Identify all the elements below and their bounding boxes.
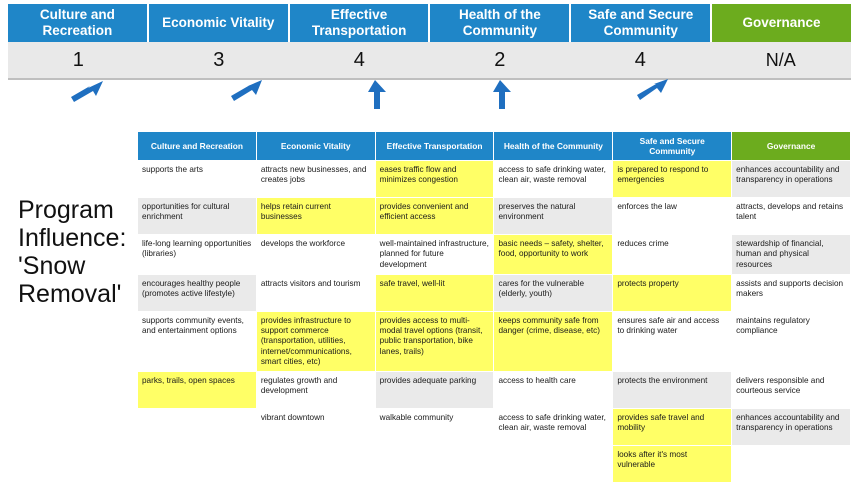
score-effective-transportation: 4 (353, 48, 365, 71)
matrix-row (138, 446, 851, 483)
matrix-cell (138, 446, 257, 483)
score-culture-and-recreation: 1 (72, 48, 84, 71)
matrix-cell: well-maintained infrastructure, planned for future development (375, 235, 494, 275)
matrix-cell (138, 409, 257, 446)
matrix-header-health-of-the-community: Health of the Community (494, 132, 613, 161)
program-influence-caption: Program Influence: 'Snow Removal' (18, 196, 127, 308)
top-header-band (8, 4, 851, 42)
matrix-cell: develops the workforce (256, 235, 375, 275)
matrix-cell: basic needs – safety, shelter, food, opportunity to work (494, 235, 613, 275)
matrix-cell: vibrant downtown (256, 409, 375, 446)
matrix-cell: encourages healthy people (promotes active lifestyle) (138, 274, 257, 311)
matrix-header-governance: Governance (732, 132, 851, 161)
matrix-cell: protects the environment (613, 372, 732, 409)
matrix-cell: preserves the natural environment (494, 198, 613, 235)
matrix-header-effective-transportation: Effective Transportation (375, 132, 494, 161)
matrix-cell: eases traffic flow and minimizes congestion (375, 161, 494, 198)
top-header-label: Health of the Community (459, 7, 541, 38)
arrow-up-left-icon-2 (231, 80, 262, 101)
matrix-row (138, 311, 851, 371)
top-header-health-of-the-community (430, 4, 571, 42)
arrow-up-left-icon-1 (71, 81, 103, 102)
matrix-cell: life-long learning opportunities (libraries) (138, 235, 257, 275)
matrix-cell (256, 446, 375, 483)
matrix-cell: safe travel, well-lit (375, 274, 494, 311)
matrix-row (138, 161, 851, 198)
arrow-up-left-icon-5 (637, 79, 668, 100)
score-economic-vitality: 3 (213, 48, 225, 71)
matrix-cell: provides access to multi-modal travel options (transit, public transportation, bike lanes, trails) (375, 311, 494, 371)
matrix-cell: walkable community (375, 409, 494, 446)
top-header-governance (712, 4, 851, 42)
top-header-label: Governance (742, 15, 821, 31)
matrix-cell: attracts visitors and tourism (256, 274, 375, 311)
matrix-row (138, 198, 851, 235)
matrix-cell: parks, trails, open spaces (138, 372, 257, 409)
matrix-cell: access to safe drinking water, clean air, waste removal (494, 161, 613, 198)
matrix-cell: maintains regulatory compliance (732, 311, 851, 371)
matrix-cell: attracts, develops and retains talent (732, 198, 851, 235)
matrix-cell: supports the arts (138, 161, 257, 198)
matrix-header-row (138, 132, 851, 161)
matrix-row (138, 274, 851, 311)
matrix-cell: protects property (613, 274, 732, 311)
matrix-cell: ensures safe air and access to drinking water (613, 311, 732, 371)
matrix-cell: assists and supports decision makers (732, 274, 851, 311)
arrow-up-icon-4 (493, 80, 511, 109)
matrix-row (138, 372, 851, 409)
top-header-label: Culture and Recreation (39, 7, 115, 38)
score-band (8, 42, 851, 80)
matrix-cell: enforces the law (613, 198, 732, 235)
matrix-cell: reduces crime (613, 235, 732, 275)
top-header-label: Economic Vitality (162, 15, 275, 31)
matrix-cell (375, 446, 494, 483)
matrix-cell: provides adequate parking (375, 372, 494, 409)
matrix-cell: supports community events, and entertainment options (138, 311, 257, 371)
matrix-cell: provides infrastructure to support commerce (transportation, utilities, internet/communications, smart cities, etc) (256, 311, 375, 371)
matrix-cell: is prepared to respond to emergencies (613, 161, 732, 198)
matrix-header-safe-and-secure-community: Safe and Secure Community (613, 132, 732, 161)
arrow-up-icon-3 (368, 80, 386, 109)
matrix-cell: access to safe drinking water, clean air, waste removal (494, 409, 613, 446)
matrix-cell: provides safe travel and mobility (613, 409, 732, 446)
score-health-of-the-community: 2 (494, 48, 506, 71)
top-header-culture-and-recreation (8, 4, 149, 42)
arrow-group (0, 78, 859, 134)
matrix-cell (494, 446, 613, 483)
matrix-cell: delivers responsible and courteous service (732, 372, 851, 409)
score-safe-and-secure-community: 4 (634, 48, 646, 71)
top-header-label: Safe and Secure Community (588, 7, 694, 38)
top-header-economic-vitality (149, 4, 290, 42)
top-header-safe-and-secure-community (571, 4, 712, 42)
score-governance: N/A (765, 49, 796, 70)
matrix-cell: looks after it's most vulnerable (613, 446, 732, 483)
matrix-cell: enhances accountability and transparency in operations (732, 161, 851, 198)
matrix-cell: helps retain current businesses (256, 198, 375, 235)
top-header-effective-transportation (290, 4, 431, 42)
matrix-cell: provides convenient and efficient access (375, 198, 494, 235)
matrix-cell (732, 446, 851, 483)
matrix-cell: attracts new businesses, and creates jobs (256, 161, 375, 198)
matrix-cell: access to health care (494, 372, 613, 409)
matrix-cell: enhances accountability and transparency in operations (732, 409, 851, 446)
matrix-cell: opportunities for cultural enrichment (138, 198, 257, 235)
matrix-cell: keeps community safe from danger (crime, disease, etc) (494, 311, 613, 371)
matrix-header-culture-and-recreation: Culture and Recreation (138, 132, 257, 161)
matrix-cell: cares for the vulnerable (elderly, youth) (494, 274, 613, 311)
top-header-label: Effective Transportation (311, 7, 407, 38)
matrix-row (138, 409, 851, 446)
influence-matrix (137, 131, 851, 483)
matrix-cell: stewardship of financial, human and physical resources (732, 235, 851, 275)
matrix-row (138, 235, 851, 275)
matrix-cell: regulates growth and development (256, 372, 375, 409)
matrix-header-economic-vitality: Economic Vitality (256, 132, 375, 161)
